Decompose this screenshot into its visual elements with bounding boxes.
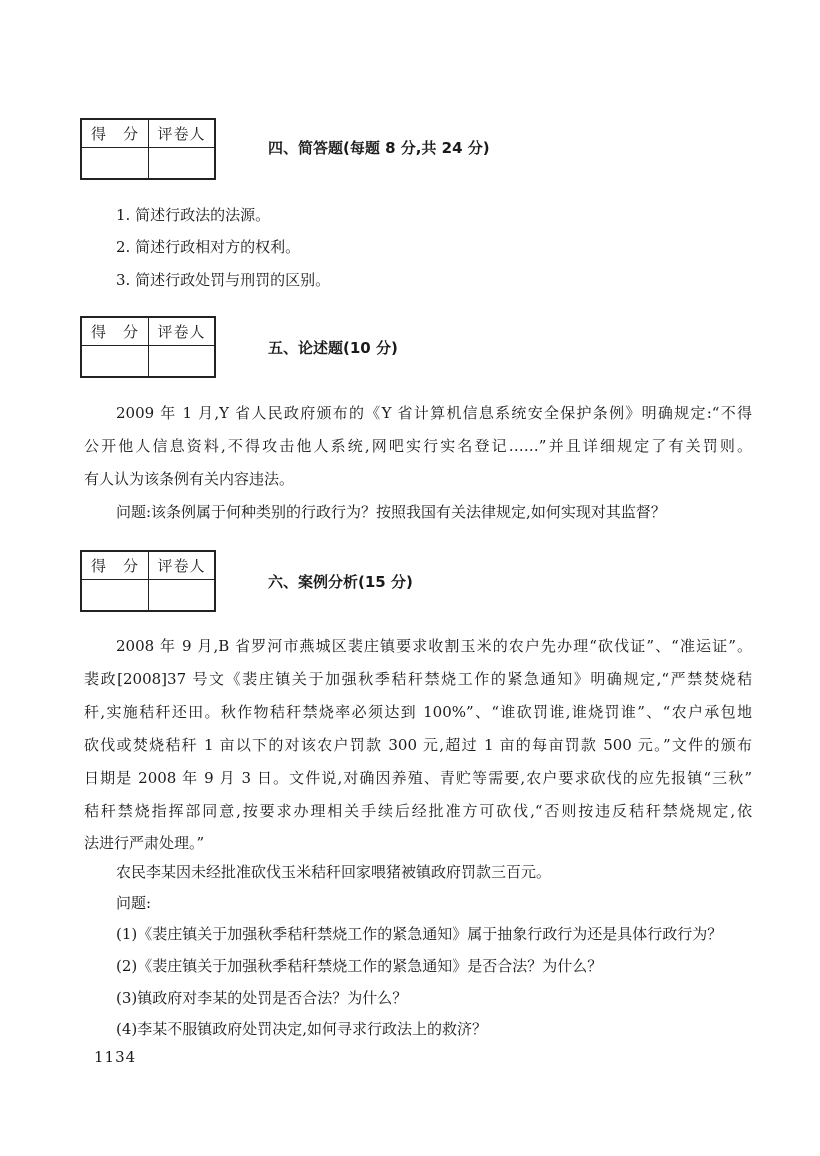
section-6-question-3: (3)镇政府对李某的处罚是否合法？为什么？	[116, 989, 408, 1007]
section-6-question-1: (1)《裴庄镇关于加强秋季秸秆禁烧工作的紧急通知》属于抽象行政行为还是具体行政行为？	[116, 925, 723, 943]
score-cell	[82, 580, 149, 610]
score-label: 得 分	[82, 318, 149, 346]
section-6-paragraph-line: 裴政[2008]37 号文《裴庄镇关于加强秋季秸秆禁烧工作的紧急通知》明确规定,“严禁焚烧秸	[84, 670, 752, 688]
section-5-paragraph-line: 有人认为该条例有关内容违法。	[84, 470, 295, 488]
grader-cell	[149, 580, 214, 610]
section-6-title: 六、案例分析(15 分)	[268, 573, 413, 591]
section-6-question-4: (4)李某不服镇政府处罚决定,如何寻求行政法上的救济？	[116, 1020, 488, 1038]
score-box-section-5	[80, 316, 216, 378]
section-6-paragraph-line: 2008 年 9 月,B 省罗河市燕城区裴庄镇要求收割玉米的农户先办理“砍伐证”、“准运证”。	[116, 637, 752, 655]
section-4-question-2: 2. 简述行政相对方的权利。	[116, 238, 301, 256]
section-5-paragraph-line: 公开他人信息资料,不得攻击他人系统,网吧实行实名登记……”并且详细规定了有关罚则。	[84, 437, 752, 455]
section-6-questions-label: 问题:	[116, 894, 152, 912]
score-label: 得 分	[82, 120, 149, 148]
grader-label: 评卷人	[149, 552, 214, 580]
score-box-section-6	[80, 550, 216, 612]
section-6-paragraph-line: 秸秆禁烧指挥部同意,按要求办理相关手续后经批准方可砍伐,“否则按违反秸秆禁烧规定,依	[84, 802, 752, 820]
grader-cell	[149, 346, 214, 376]
score-cell	[82, 148, 149, 178]
page-number: 1134	[94, 1048, 137, 1066]
section-6-paragraph-line: 日期是 2008 年 9 月 3 日。文件说,对确因养殖、青贮等需要,农户要求砍伐的应先报镇“三秋”	[84, 769, 752, 787]
section-6-fact: 农民李某因未经批准砍伐玉米秸秆回家喂猪被镇政府罚款三百元。	[116, 863, 552, 881]
section-4-question-1: 1. 简述行政法的法源。	[116, 206, 271, 224]
section-6-question-2: (2)《裴庄镇关于加强秋季秸秆禁烧工作的紧急通知》是否合法？为什么？	[116, 957, 603, 975]
section-5-title: 五、论述题(10 分)	[268, 339, 398, 357]
section-4-question-3: 3. 简述行政处罚与刑罚的区别。	[116, 271, 331, 289]
section-6-paragraph-line: 砍伐或焚烧秸秆 1 亩以下的对该农户罚款 300 元,超过 1 亩的每亩罚款 500 元。”文件的颁布	[84, 736, 752, 754]
score-label: 得 分	[82, 552, 149, 580]
section-4-title: 四、简答题(每题 8 分,共 24 分)	[268, 139, 490, 157]
grader-cell	[149, 148, 214, 178]
grader-label: 评卷人	[149, 318, 214, 346]
grader-label: 评卷人	[149, 120, 214, 148]
score-box-section-4	[80, 118, 216, 180]
section-5-paragraph-line: 2009 年 1 月,Y 省人民政府颁布的《Y 省计算机信息系统安全保护条例》明确规定:“不得	[116, 404, 752, 422]
section-6-paragraph-line: 法进行严肃处理。”	[84, 834, 205, 852]
score-cell	[82, 346, 149, 376]
section-6-paragraph-line: 秆,实施秸秆还田。秋作物秸秆禁烧率必须达到 100%”、“谁砍罚谁,谁烧罚谁”、“农户承包地	[84, 703, 752, 721]
section-5-question: 问题:该条例属于何种类别的行政行为？按照我国有关法律规定,如何实现对其监督？	[116, 503, 666, 521]
